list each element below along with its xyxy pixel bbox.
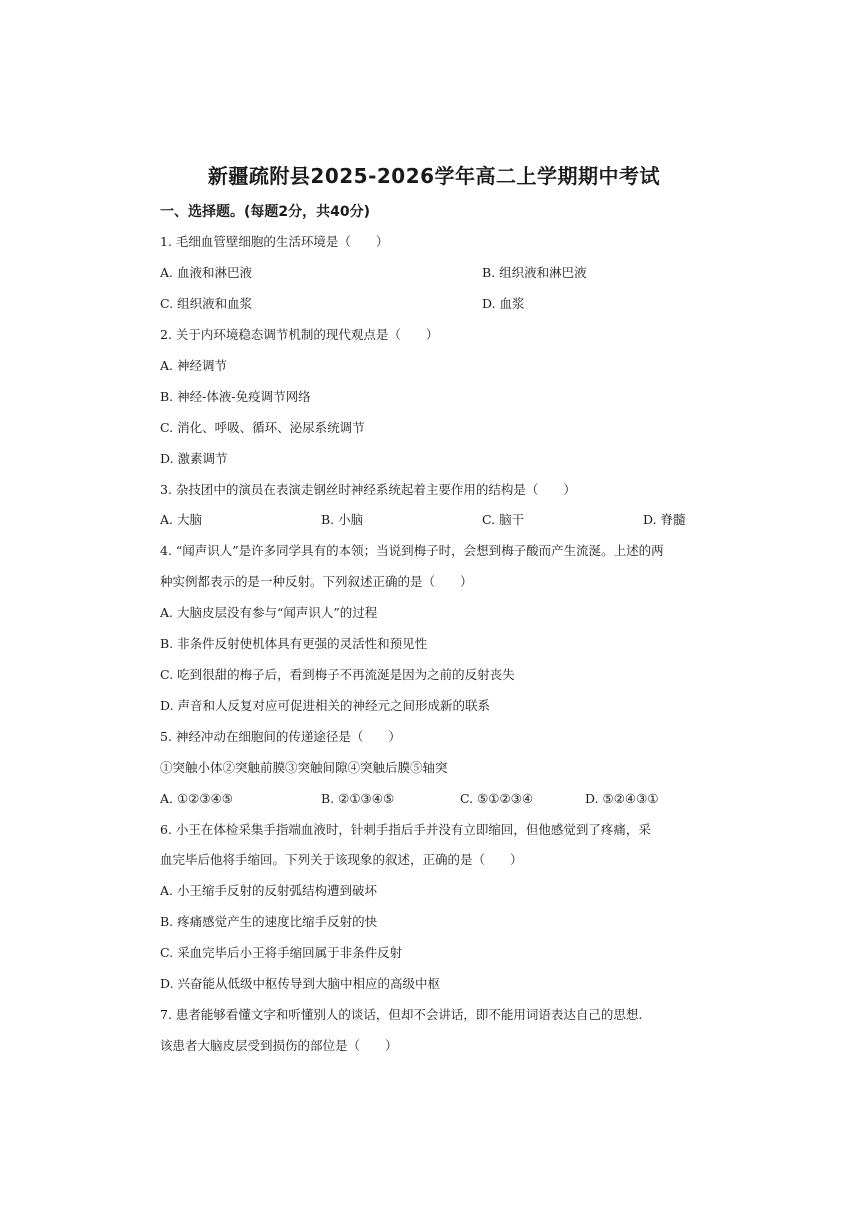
- option-a: A. 小王缩手反射的反射弧结构遭到破坏: [160, 883, 377, 898]
- question-6-stem-line-2: 血完毕后他将手缩回。下列关于该现象的叙述，正确的是（ ）: [160, 852, 523, 867]
- question-7-stem-line-2: 该患者大脑皮层受到损伤的部位是（ ）: [160, 1038, 398, 1053]
- option-c: C. 消化、呼吸、循环、泌尿系统调节: [160, 420, 365, 435]
- option-c: C. 采血完毕后小王将手缩回属于非条件反射: [160, 945, 403, 960]
- question-3-stem: 3. 杂技团中的演员在表演走钢丝时神经系统起着主要作用的结构是（ ）: [160, 482, 576, 497]
- option-a: A. 大脑: [160, 512, 202, 527]
- option-d: D. 脊髓: [643, 512, 686, 527]
- question-6-stem-line-1: 6. 小王在体检采集手指端血液时，针刺手指后手并没有立即缩回，但他感觉到了疼痛，采: [160, 822, 651, 837]
- option-c: C. 吃到很甜的梅子后，看到梅子不再流涎是因为之前的反射丧失: [160, 667, 515, 682]
- option-a: A. 大脑皮层没有参与“闻声识人”的过程: [160, 605, 378, 620]
- option-b: B. 神经-体液-免疫调节网络: [160, 389, 311, 404]
- option-d: D. 声音和人反复对应可促进相关的神经元之间形成新的联系: [160, 698, 491, 713]
- option-a: A. 神经调节: [160, 358, 227, 373]
- option-b: B. 疼痛感觉产生的速度比缩手反射的快: [160, 914, 378, 929]
- option-b: B. 小脑: [321, 512, 364, 527]
- question-2-stem: 2. 关于内环境稳态调节机制的现代观点是（ ）: [160, 327, 439, 342]
- question-5-stem: 5. 神经冲动在细胞间的传递途径是（ ）: [160, 729, 401, 744]
- option-b: B. ②①③④⑤: [321, 791, 395, 806]
- question-4-stem-line-1: 4. “闻声识人”是许多同学具有的本领；当说到梅子时，会想到梅子酸而产生流涎。上述的两: [160, 543, 664, 558]
- option-b: B. 非条件反射使机体具有更强的灵活性和预见性: [160, 636, 428, 651]
- question-1-stem: 1. 毛细血管壁细胞的生活环境是（ ）: [160, 234, 389, 249]
- option-c: C. 脑干: [482, 512, 525, 527]
- option-d: D. ⑤②④③①: [585, 791, 659, 806]
- question-4-stem-line-2: 种实例都表示的是一种反射。下列叙述正确的是（ ）: [160, 574, 473, 589]
- option-c: C. 组织液和血浆: [160, 296, 253, 311]
- option-d: D. 激素调节: [160, 451, 228, 466]
- option-b: B. 组织液和淋巴液: [482, 265, 587, 280]
- question-5-items: ①突触小体②突触前膜③突触间隙④突触后膜⑤轴突: [160, 760, 448, 775]
- option-c: C. ⑤①②③④: [460, 791, 534, 806]
- option-a: A. ①②③④⑤: [160, 791, 234, 806]
- option-d: D. 血浆: [482, 296, 525, 311]
- option-d: D. 兴奋能从低级中枢传导到大脑中相应的高级中枢: [160, 976, 441, 991]
- question-7-stem-line-1: 7. 患者能够看懂文字和听懂别人的谈话，但却不会讲话，即不能用词语表达自己的思想.: [160, 1007, 643, 1022]
- section-heading: 一、选择题。(每题2分，共40分): [160, 204, 371, 220]
- option-a: A. 血液和淋巴液: [160, 265, 252, 280]
- exam-title: 新疆疏附县2025-2026学年高二上学期期中考试: [207, 164, 661, 188]
